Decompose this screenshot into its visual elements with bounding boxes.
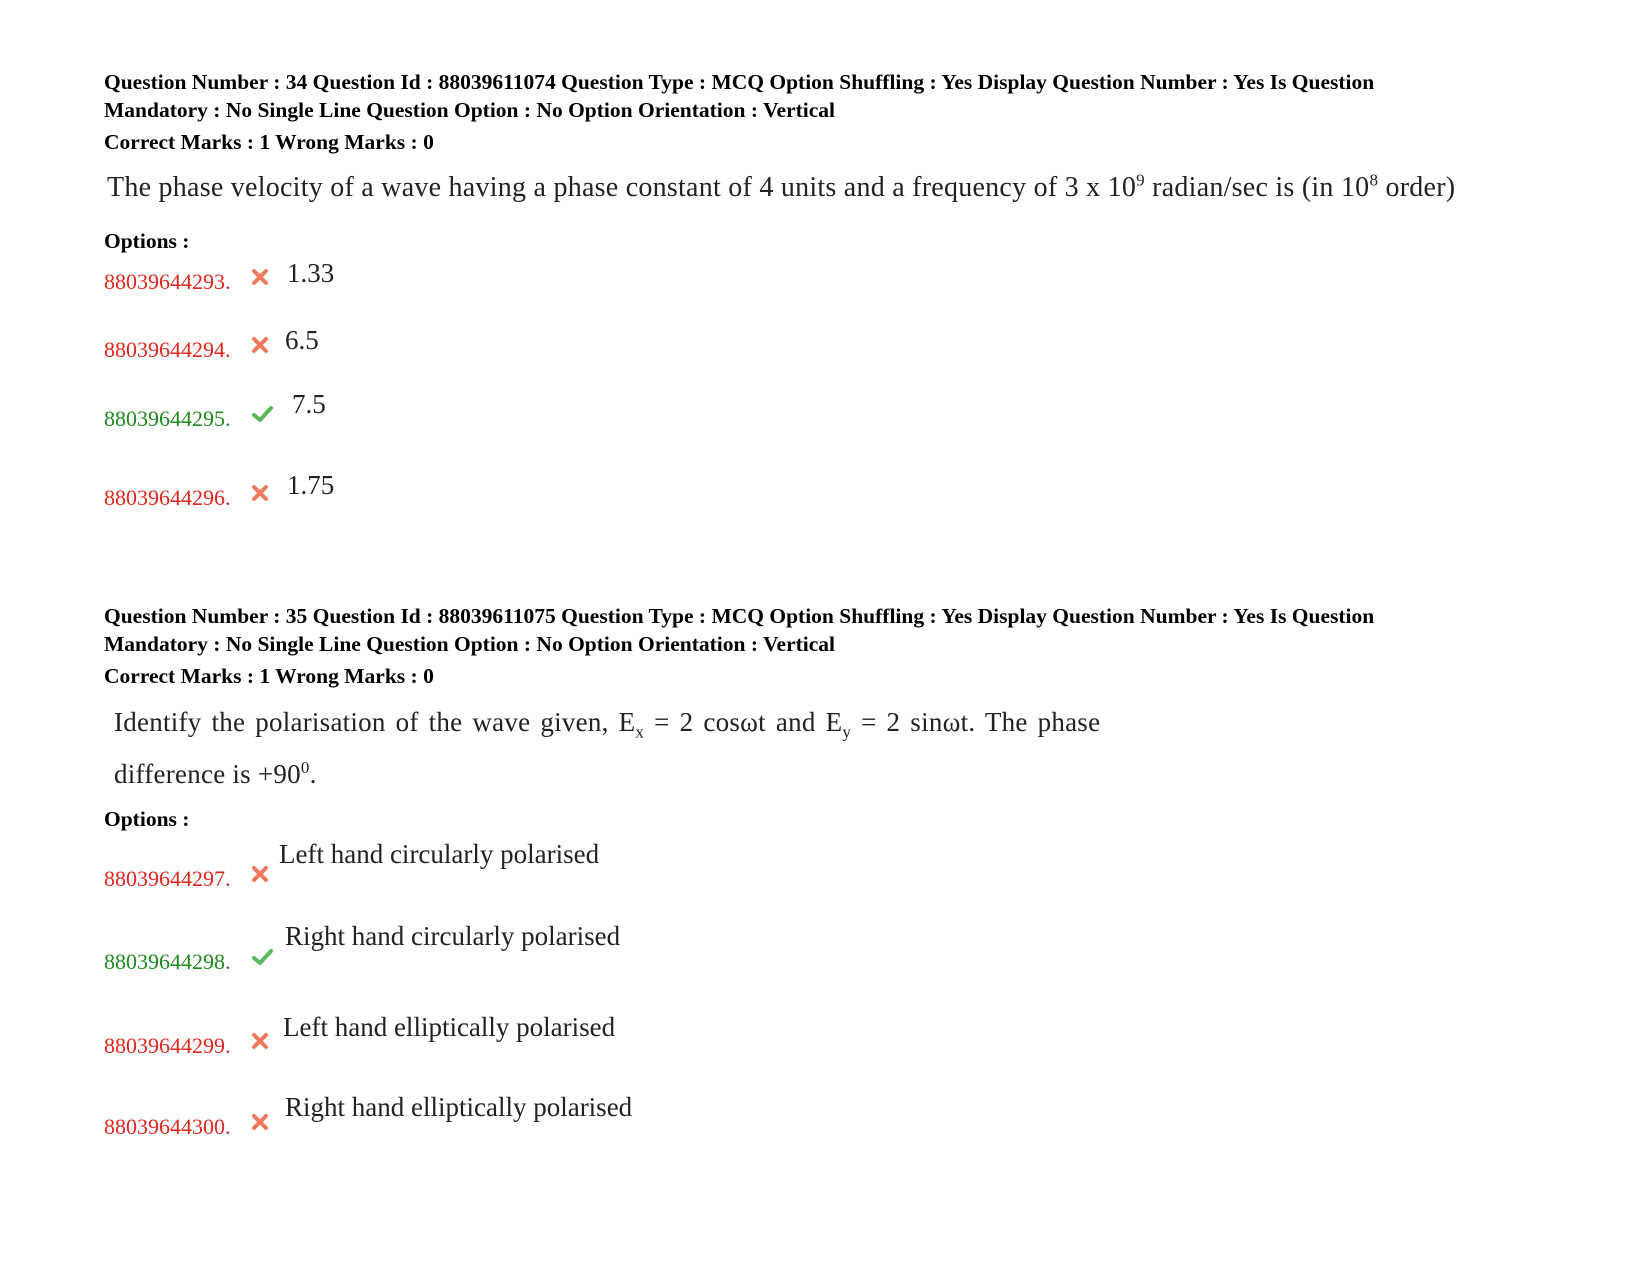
option-text: 1.33: [287, 258, 335, 288]
question-meta-line1: Question Number : 34 Question Id : 88039611074 Question Type : MCQ Option Shuffling : Yes Display Question Number : Yes Is Question: [104, 70, 1375, 94]
question-marks: Correct Marks : 1 Wrong Marks : 0: [104, 664, 434, 688]
option[interactable]: [104, 1092, 804, 1144]
question-text-sup: 8: [1369, 170, 1379, 190]
question-34: [104, 68, 1584, 208]
cross-icon: [250, 483, 270, 503]
option-id: 88039644293.: [104, 269, 231, 294]
cross-icon: [250, 267, 270, 287]
option-text: Left hand elliptically polarised: [283, 1012, 616, 1042]
question-text-part: Identify the polarisation of the wave given, E: [114, 707, 636, 737]
question-marks: Correct Marks : 1 Wrong Marks : 0: [104, 130, 434, 154]
question-text: [114, 702, 1234, 742]
option-id: 88039644294.: [104, 337, 231, 362]
options-label: Options :: [104, 229, 190, 253]
option-text: 6.5: [285, 325, 319, 355]
option-id: 88039644299.: [104, 1033, 231, 1058]
option-id: 88039644295.: [104, 406, 231, 431]
question-text-line2: [114, 754, 1584, 794]
question-text-sup: 9: [1136, 170, 1145, 190]
option-text: Right hand circularly polarised: [285, 921, 621, 951]
option-id: 88039644296.: [104, 485, 231, 510]
question-meta-line2: Mandatory : No Single Line Question Option : No Option Orientation : Vertical: [104, 632, 836, 656]
question-text-part: = 2 sinωt. The phase: [851, 707, 1101, 737]
option-text: 7.5: [292, 389, 326, 419]
options-label: Options :: [104, 807, 190, 831]
cross-icon: [250, 1031, 270, 1051]
option[interactable]: [104, 470, 504, 515]
question-text-part: difference is +90: [114, 759, 301, 789]
option[interactable]: [104, 1012, 804, 1063]
question-text-sub: x: [635, 722, 645, 742]
option-id: 88039644298.: [104, 949, 231, 974]
option-id: 88039644297.: [104, 866, 231, 891]
option[interactable]: [104, 389, 504, 436]
question-text: [107, 168, 1584, 208]
option-id: 88039644300.: [104, 1114, 231, 1139]
question-text-part: radian/sec is (in 10: [1144, 172, 1370, 203]
question-meta-line1: Question Number : 35 Question Id : 88039611075 Question Type : MCQ Option Shuffling : Yes Display Question Number : Yes Is Question: [104, 604, 1375, 628]
cross-icon: [250, 1112, 270, 1132]
question-meta-line2: Mandatory : No Single Line Question Option : No Option Orientation : Vertical: [104, 98, 836, 122]
question-text-part: .: [309, 759, 317, 789]
option-text: 1.75: [287, 470, 335, 500]
question-text-sup: 0: [300, 758, 310, 777]
check-icon: [250, 947, 274, 967]
check-icon: [250, 404, 274, 424]
question-35: [104, 602, 1584, 794]
cross-icon: [250, 335, 270, 355]
option[interactable]: [104, 839, 804, 896]
question-text-sub: y: [842, 722, 852, 742]
option[interactable]: [104, 921, 804, 979]
option[interactable]: [104, 259, 504, 299]
question-text-part: order): [1378, 172, 1456, 203]
question-text-part: = 2 cosωt and E: [644, 707, 843, 737]
option-text: Right hand elliptically polarised: [285, 1092, 633, 1122]
question-text-part: The phase velocity of a wave having a phase constant of 4 units and a frequency of 3 x 10: [107, 172, 1137, 203]
cross-icon: [250, 864, 270, 884]
option-text: Left hand circularly polarised: [279, 839, 600, 869]
option[interactable]: [104, 327, 504, 367]
